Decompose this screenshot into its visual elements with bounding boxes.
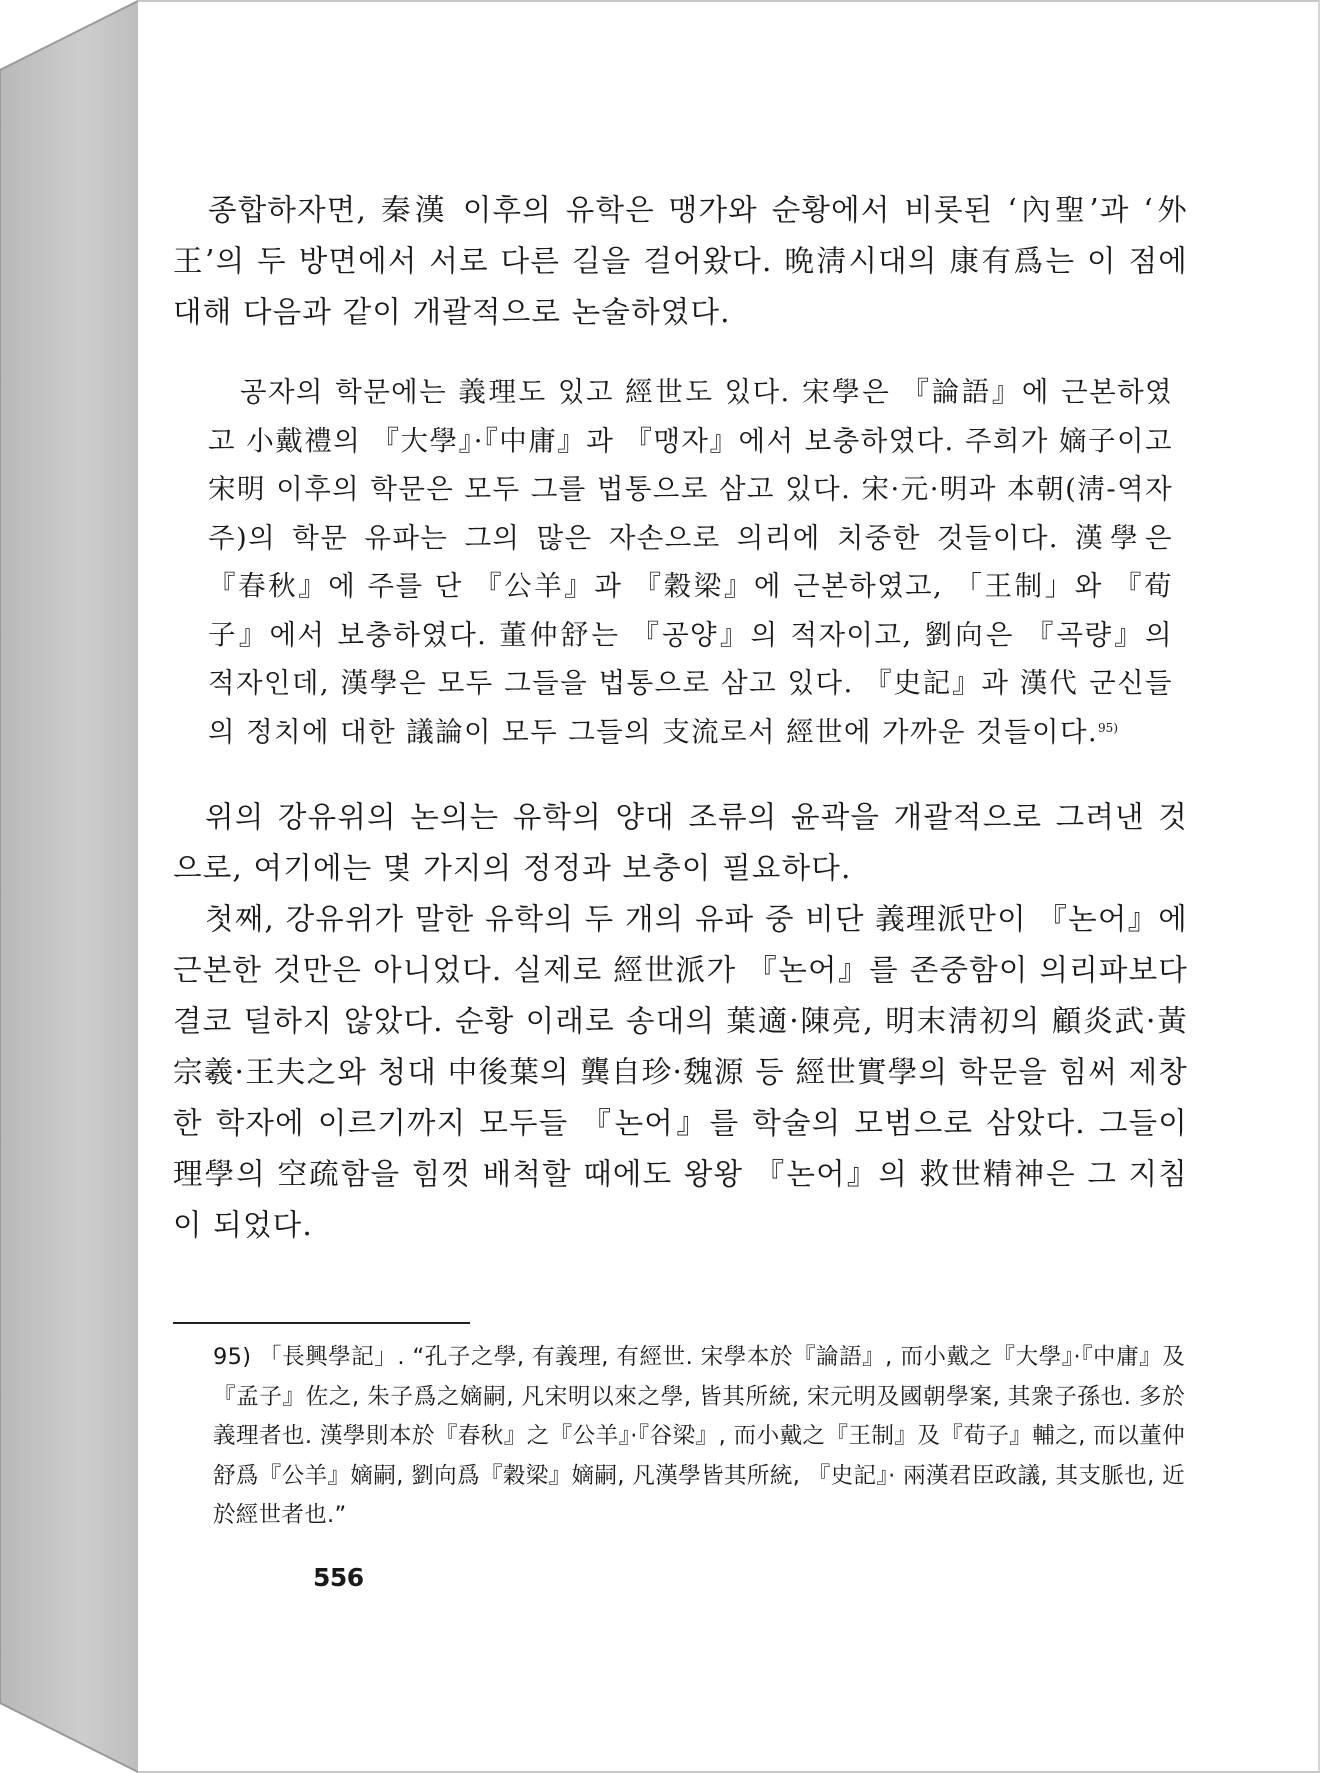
page-number: 556 xyxy=(313,1563,364,1592)
footnote-rule xyxy=(173,1322,470,1324)
paragraph-correction: 위의 강유위의 논의는 유학의 양대 조류의 윤곽을 개괄적으로 그려낸 것으로, 여기에는 몇 가지의 정정과 보충이 필요하다. xyxy=(173,800,1188,885)
body-text xyxy=(173,185,1188,1251)
block-quote-text: 공자의 학문에는 義理도 있고 經世도 있다. 宋學은 『論語』에 근본하였고 小戴禮의 『大學』·『中庸』과 『맹자』에서 보충하였다. 주희가 嫡子이고 宋明 이후의 학문은 모두 그를 법통으로 삼고 있다. 宋·元·明과 本朝(淸-역자주)의 학문 유파는 그의 많은 자손으로 의리에 치중한 것들이다. 漢學은 『春秋』에 주를 단 『公羊』과 『穀梁』에 근본하였고, 「王制」와 『荀子』에서 보충하였다. 董仲舒는 『공양』의 적자이고, 劉向은 『곡량』의 적자인데, 漢學은 모두 그들을 법통으로 삼고 있다. 『史記』과 漢代 군신들의 정치에 대한 議論이 모두 그들의 支流로서 經世에 가까운 것들이다. xyxy=(208,376,1173,748)
footnote-95: 95) 「長興學記」. “孔子之學, 有義理, 有經世. 宋學本於『論語』, 而小戴之『大學』·『中庸』及『孟子』佐之, 朱子爲之嫡嗣, 凡宋明以來之學, 皆其所統, 宋元明及國朝學案, 其衆子孫也. 多於義理者也. 漢學則本於『春秋』之『公羊』·『谷梁』, 而小戴之『王制』及『荀子』輔之, 而以董仲舒爲『公羊』嫡嗣, 劉向爲『穀梁』嫡嗣, 凡漢學皆其所統, 『史記』· 兩漢君臣政議, 其支脈也, 近於經世者也.” xyxy=(213,1344,1185,1528)
paragraph-first-point: 첫째, 강유위가 말한 유학의 두 개의 유파 중 비단 義理派만이 『논어』에 근본한 것만은 아니었다. 실제로 經世派가 『논어』를 존중함이 의리파보다 결코 덜하지 않았다. 순황 이래로 송대의 葉適·陳亮, 明末淸初의 顧炎武·黃宗羲·王夫之와 청대 中後葉의 龔自珍·魏源 등 經世實學의 학문을 힘써 제창한 학자에 이르기까지 모두들 『논어』를 학술의 모범으로 삼았다. 그들이 理學의 空疏함을 힘껏 배척할 때에도 왕왕 『논어』의 救世精神은 그 지침이 되었다. xyxy=(173,902,1188,1242)
paragraph-summary: 종합하자면, 秦漢 이후의 유학은 맹가와 순황에서 비롯된 ‘內聖’과 ‘外王’의 두 방면에서 서로 다른 길을 걸어왔다. 晩淸시대의 康有爲는 이 점에 대해 다음과 같이 개괄적으로 논술하였다. xyxy=(173,193,1188,329)
note-reference: 95) xyxy=(1098,720,1118,735)
block-quote xyxy=(208,368,1173,756)
